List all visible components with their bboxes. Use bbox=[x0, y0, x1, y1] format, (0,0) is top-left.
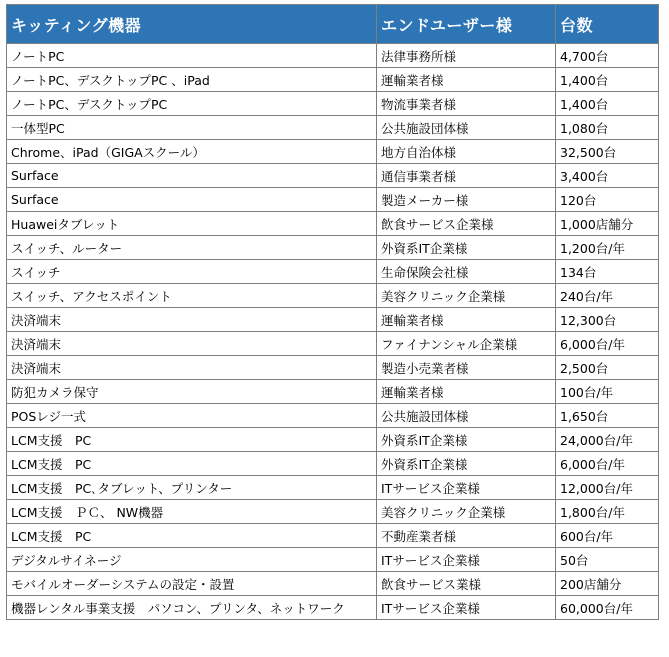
cell-end-user: ファイナンシャル企業様 bbox=[377, 332, 556, 356]
cell-count: 100台/年 bbox=[556, 380, 659, 404]
cell-device: ノートPC bbox=[7, 44, 377, 68]
cell-count: 1,080台 bbox=[556, 116, 659, 140]
cell-device: ノートPC、デスクトップPC 、iPad bbox=[7, 68, 377, 92]
table-row bbox=[7, 332, 659, 356]
cell-count: 1,650台 bbox=[556, 404, 659, 428]
table-row bbox=[7, 140, 659, 164]
table-row bbox=[7, 284, 659, 308]
cell-end-user: 公共施設団体様 bbox=[377, 404, 556, 428]
table-row bbox=[7, 212, 659, 236]
table-row bbox=[7, 500, 659, 524]
cell-device: POSレジ一式 bbox=[7, 404, 377, 428]
cell-device: スイッチ bbox=[7, 260, 377, 284]
header-end-user: エンドユーザー様 bbox=[377, 5, 556, 44]
cell-device: モバイルオーダーシステムの設定・設置 bbox=[7, 572, 377, 596]
cell-end-user: 外資系IT企業様 bbox=[377, 236, 556, 260]
table-row bbox=[7, 116, 659, 140]
cell-device: LCM支援 PC bbox=[7, 524, 377, 548]
cell-end-user: 生命保険会社様 bbox=[377, 260, 556, 284]
cell-end-user: 不動産業者様 bbox=[377, 524, 556, 548]
cell-count: 1,400台 bbox=[556, 92, 659, 116]
cell-device: スイッチ、ルーター bbox=[7, 236, 377, 260]
cell-end-user: ITサービス企業様 bbox=[377, 596, 556, 620]
table-row bbox=[7, 548, 659, 572]
cell-count: 6,000台/年 bbox=[556, 332, 659, 356]
cell-end-user: 運輸業者様 bbox=[377, 380, 556, 404]
cell-device: ノートPC、デスクトップPC bbox=[7, 92, 377, 116]
cell-end-user: 飲食サービス業様 bbox=[377, 572, 556, 596]
cell-device: Huaweiタブレット bbox=[7, 212, 377, 236]
header-count: 台数 bbox=[556, 5, 659, 44]
cell-device: LCM支援 PC､タブレット、プリンター bbox=[7, 476, 377, 500]
table-header-row bbox=[7, 5, 659, 44]
cell-count: 24,000台/年 bbox=[556, 428, 659, 452]
table-row bbox=[7, 476, 659, 500]
cell-count: 200店舗分 bbox=[556, 572, 659, 596]
cell-end-user: 物流事業者様 bbox=[377, 92, 556, 116]
table-row bbox=[7, 260, 659, 284]
table-row bbox=[7, 188, 659, 212]
table-row bbox=[7, 428, 659, 452]
cell-device: スイッチ、アクセスポイント bbox=[7, 284, 377, 308]
cell-end-user: ITサービス企業様 bbox=[377, 476, 556, 500]
cell-device: Surface bbox=[7, 164, 377, 188]
cell-end-user: 飲食サービス企業様 bbox=[377, 212, 556, 236]
cell-count: 240台/年 bbox=[556, 284, 659, 308]
cell-count: 3,400台 bbox=[556, 164, 659, 188]
table-row bbox=[7, 572, 659, 596]
cell-device: LCM支援 PC bbox=[7, 452, 377, 476]
table-row bbox=[7, 452, 659, 476]
cell-count: 6,000台/年 bbox=[556, 452, 659, 476]
table-row bbox=[7, 236, 659, 260]
table-row bbox=[7, 404, 659, 428]
cell-count: 2,500台 bbox=[556, 356, 659, 380]
cell-end-user: 法律事務所様 bbox=[377, 44, 556, 68]
cell-end-user: 地方自治体様 bbox=[377, 140, 556, 164]
cell-end-user: 美容クリニック企業様 bbox=[377, 500, 556, 524]
cell-count: 50台 bbox=[556, 548, 659, 572]
cell-count: 60,000台/年 bbox=[556, 596, 659, 620]
cell-count: 12,000台/年 bbox=[556, 476, 659, 500]
table-row bbox=[7, 92, 659, 116]
cell-device: 一体型PC bbox=[7, 116, 377, 140]
table-row bbox=[7, 68, 659, 92]
cell-count: 1,000店舗分 bbox=[556, 212, 659, 236]
table-row bbox=[7, 44, 659, 68]
table-row bbox=[7, 164, 659, 188]
cell-end-user: 運輸業者様 bbox=[377, 68, 556, 92]
cell-end-user: 運輸業者様 bbox=[377, 308, 556, 332]
cell-device: Surface bbox=[7, 188, 377, 212]
cell-end-user: 公共施設団体様 bbox=[377, 116, 556, 140]
table-row bbox=[7, 308, 659, 332]
cell-count: 32,500台 bbox=[556, 140, 659, 164]
header-device: キッティング機器 bbox=[7, 5, 377, 44]
cell-device: 決済端末 bbox=[7, 332, 377, 356]
cell-count: 600台/年 bbox=[556, 524, 659, 548]
cell-count: 1,800台/年 bbox=[556, 500, 659, 524]
cell-count: 120台 bbox=[556, 188, 659, 212]
table-row bbox=[7, 524, 659, 548]
cell-end-user: 製造メーカー様 bbox=[377, 188, 556, 212]
cell-end-user: 美容クリニック企業様 bbox=[377, 284, 556, 308]
cell-device: Chrome、iPad（GIGAスクール） bbox=[7, 140, 377, 164]
table-body bbox=[7, 44, 659, 620]
table-row bbox=[7, 596, 659, 620]
cell-device: デジタルサイネージ bbox=[7, 548, 377, 572]
cell-end-user: 通信事業者様 bbox=[377, 164, 556, 188]
cell-end-user: 製造小売業者様 bbox=[377, 356, 556, 380]
cell-device: LCM支援 PC bbox=[7, 428, 377, 452]
cell-count: 4,700台 bbox=[556, 44, 659, 68]
table-row bbox=[7, 380, 659, 404]
cell-device: 防犯カメラ保守 bbox=[7, 380, 377, 404]
cell-device: LCM支援 ＰＣ、 NW機器 bbox=[7, 500, 377, 524]
cell-count: 134台 bbox=[556, 260, 659, 284]
cell-device: 決済端末 bbox=[7, 356, 377, 380]
cell-end-user: 外資系IT企業様 bbox=[377, 452, 556, 476]
cell-end-user: 外資系IT企業様 bbox=[377, 428, 556, 452]
cell-count: 1,200台/年 bbox=[556, 236, 659, 260]
table-row bbox=[7, 356, 659, 380]
cell-count: 1,400台 bbox=[556, 68, 659, 92]
cell-device: 機器レンタル事業支援 パソコン、プリンタ、ネットワーク bbox=[7, 596, 377, 620]
cell-count: 12,300台 bbox=[556, 308, 659, 332]
kitting-results-table bbox=[6, 4, 659, 620]
cell-device: 決済端末 bbox=[7, 308, 377, 332]
cell-end-user: ITサービス企業様 bbox=[377, 548, 556, 572]
